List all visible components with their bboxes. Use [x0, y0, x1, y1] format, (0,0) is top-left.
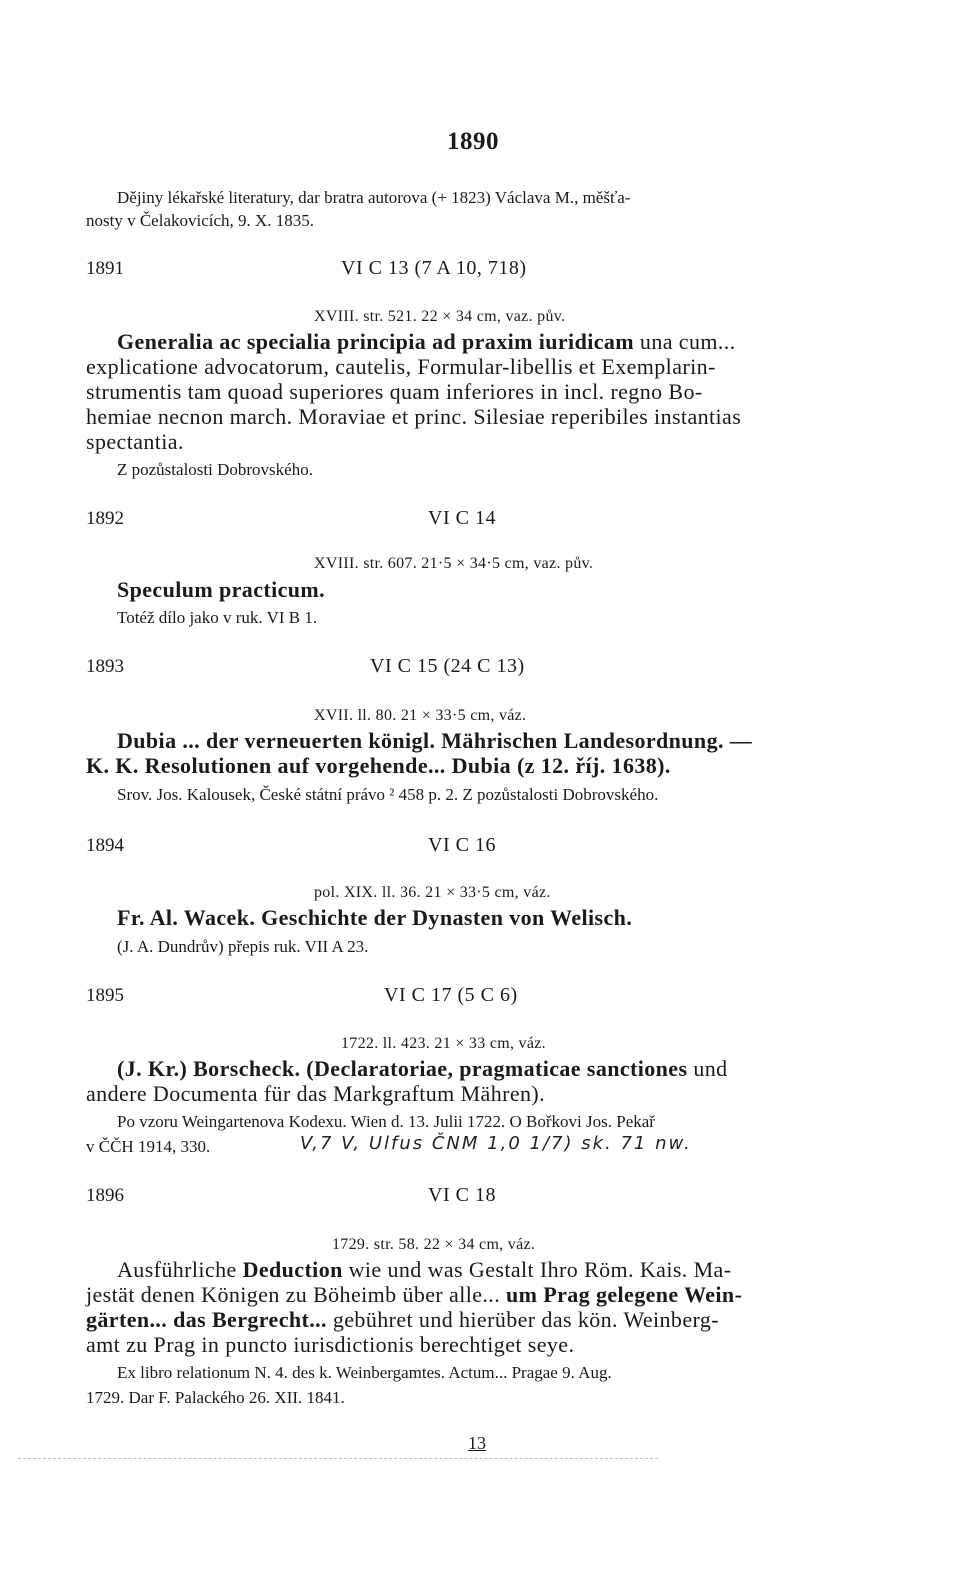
entry-1896-signature: VI C 18	[428, 1184, 496, 1206]
page-top-number: 1890	[447, 128, 499, 155]
entry-1892-title: Speculum practicum.	[117, 577, 326, 602]
entry-1891-number: 1891	[86, 258, 124, 279]
entry-1890-note-line2: nosty v Čelakovicích, 9. X. 1835.	[86, 211, 315, 230]
entry-1893-title-line2: K. K. Resolutionen auf vorgehende... Dubia (z 12. říj. 1638).	[86, 753, 671, 778]
entry-1891-title-line5: spectantia.	[86, 429, 184, 454]
entry-1894-signature: VI C 16	[428, 834, 496, 856]
entry-1895-signature: VI C 17 (5 C 6)	[384, 984, 518, 1006]
entry-1896-description: 1729. str. 58. 22 × 34 cm, váz.	[332, 1236, 536, 1253]
entry-1895-number: 1895	[86, 985, 124, 1006]
entry-1896-title-line3	[86, 1307, 719, 1332]
entry-1893-note: Srov. Jos. Kalousek, České státní právo ² 458 p. 2. Z pozůstalosti Dobrovského.	[117, 785, 659, 804]
entry-1891-title-line4: hemiae necnon march. Moraviae et princ. Silesiae reperibiles instantias	[86, 404, 742, 429]
entry-1896-title-line2-pre: jestät denen Königen zu Böheimb über alle...	[86, 1282, 506, 1307]
entry-1894-description: pol. XIX. ll. 36. 21 × 33·5 cm, váz.	[314, 884, 551, 901]
entry-1891-title-line2: explicatione advocatorum, cautelis, Formular-libellis et Exemplarin-	[86, 354, 716, 379]
entry-1894-title: Fr. Al. Wacek. Geschichte der Dynasten von Welisch.	[117, 905, 633, 930]
entry-1891-title-bold: Generalia ac specialia principia ad praxim iuridicam	[117, 329, 635, 354]
entry-1896-title-line2	[86, 1282, 742, 1307]
entry-1891-note: Z pozůstalosti Dobrovského.	[117, 460, 313, 479]
entry-1892-note: Totéž dílo jako v ruk. VI B 1.	[117, 608, 318, 627]
entry-1891-title-rest: una cum...	[634, 329, 736, 354]
entry-1896-title-line1-pre: Ausführliche	[117, 1257, 243, 1282]
entry-1895-title-line2: andere Documenta für das Markgraftum Mähren).	[86, 1081, 546, 1106]
entry-1893-number: 1893	[86, 656, 124, 677]
entry-1895-handwritten-annotation: V,7 V, Ulfus ČNM 1,0 1/7) sk. 71 nw.	[300, 1133, 692, 1154]
footer-divider	[18, 1458, 658, 1459]
entry-1896-title-line4: amt zu Prag in puncto iurisdictionis berechtiget seye.	[86, 1332, 575, 1357]
entry-1896-title-line1-bold: Deduction	[242, 1257, 343, 1282]
footer-page-number: 13	[468, 1433, 486, 1453]
entry-1895-description: 1722. ll. 423. 21 × 33 cm, váz.	[341, 1035, 546, 1052]
entry-1896-title-line2-bold: um Prag gelegene Wein-	[506, 1282, 743, 1307]
entry-1896-number: 1896	[86, 1185, 124, 1206]
entry-1895-note-line2: v ČČH 1914, 330.	[86, 1137, 211, 1156]
entry-1896-title-line3-post: gebühret und hierüber das kön. Weinberg-	[326, 1307, 719, 1332]
entry-1895-title-rest: und	[687, 1056, 728, 1081]
entry-1891-signature: VI C 13 (7 A 10, 718)	[341, 257, 527, 279]
entry-1892-signature: VI C 14	[428, 507, 496, 529]
entry-1896-title-line3-bold: gärten... das Bergrecht...	[86, 1307, 327, 1332]
entry-1893-description: XVII. ll. 80. 21 × 33·5 cm, váz.	[314, 707, 527, 724]
entry-1891-title-line3: strumentis tam quoad superiores quam inferiores in incl. regno Bo-	[86, 379, 703, 404]
entry-1896-title-line1-post: wie und was Gestalt Ihro Röm. Kais. Ma-	[342, 1257, 732, 1282]
entry-1894-note: (J. A. Dundrův) přepis ruk. VII A 23.	[117, 937, 369, 956]
entry-1891-description: XVIII. str. 521. 22 × 34 cm, vaz. pův.	[314, 308, 566, 325]
entry-1892-description: XVIII. str. 607. 21·5 × 34·5 cm, vaz. pův.	[314, 555, 594, 572]
entry-1895-note-line1: Po vzoru Weingartenova Kodexu. Wien d. 13. Julii 1722. O Bořkovi Jos. Pekař	[117, 1112, 655, 1131]
entry-1894-number: 1894	[86, 835, 124, 856]
entry-1893-title-line1: Dubia ... der verneuerten königl. Mährischen Landesordnung. —	[117, 728, 753, 753]
entry-1896-title-line1	[117, 1257, 731, 1282]
entry-1896-note-line1: Ex libro relationum N. 4. des k. Weinbergamtes. Actum... Pragae 9. Aug.	[117, 1363, 612, 1382]
entry-1896-note-line2: 1729. Dar F. Palackého 26. XII. 1841.	[86, 1388, 345, 1407]
entry-1890-note-line1: Dějiny lékařské literatury, dar bratra autorova (+ 1823) Václava M., měšťa-	[117, 188, 631, 207]
entry-1892-number: 1892	[86, 508, 124, 529]
entry-1893-signature: VI C 15 (24 C 13)	[370, 655, 525, 677]
entry-1895-title-line1	[117, 1056, 728, 1081]
entry-1891-title-line1	[117, 329, 736, 354]
entry-1895-title-bold: (J. Kr.) Borscheck. (Declaratoriae, pragmaticae sanctiones	[117, 1056, 688, 1081]
